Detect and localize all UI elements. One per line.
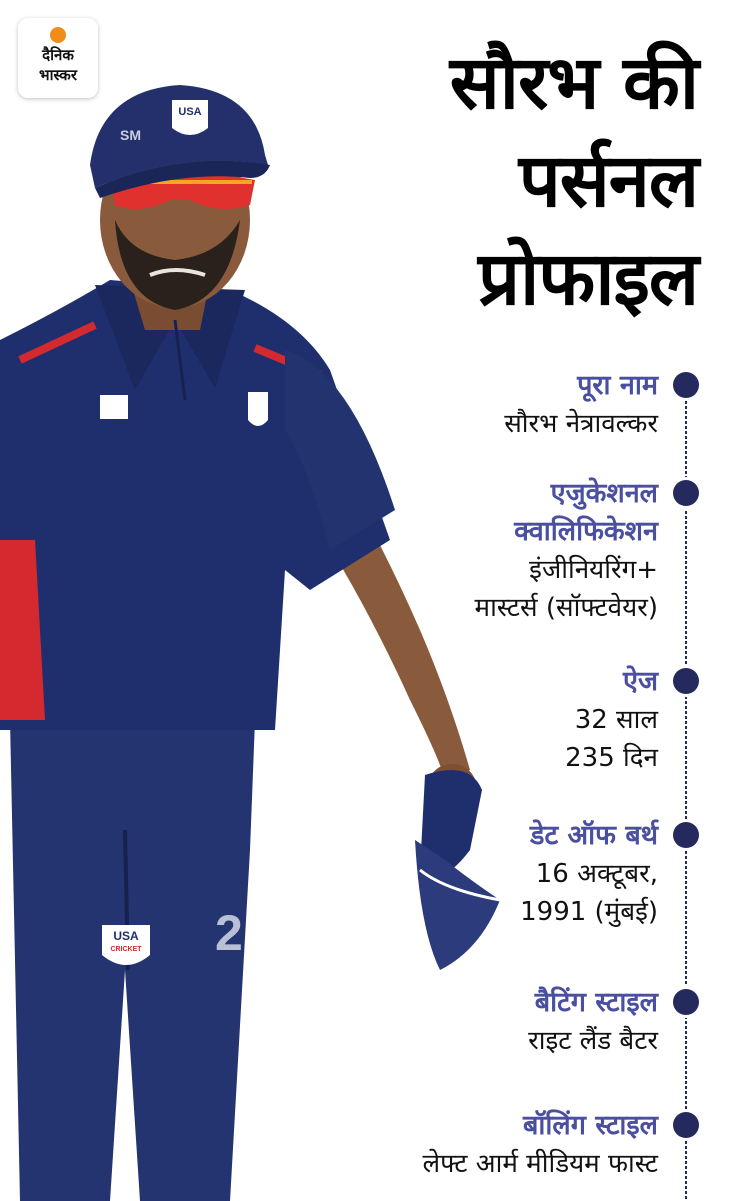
title-line: पर्सनल bbox=[518, 138, 698, 224]
entry-value: 16 अक्टूबर, bbox=[535, 859, 658, 889]
entry-label: बैटिंग स्टाइल bbox=[534, 987, 658, 1018]
profile-entry-date-of-birth bbox=[218, 817, 658, 931]
timeline-dot bbox=[673, 822, 699, 848]
entry-value: मास्टर्स (सॉफ्टवेयर) bbox=[474, 593, 658, 623]
profile-entry-batting-style bbox=[218, 984, 658, 1060]
title-line: सौरभ की bbox=[449, 40, 698, 126]
page-title bbox=[318, 34, 698, 328]
sun-icon bbox=[50, 27, 66, 43]
entry-label: एजुकेशनल bbox=[550, 478, 658, 509]
entry-value: राइट लैंड बैटर bbox=[528, 1026, 658, 1056]
entry-value: इंजीनियरिंग+ bbox=[529, 555, 658, 585]
timeline-dot bbox=[673, 480, 699, 506]
entry-label: ऐज bbox=[623, 666, 658, 697]
entry-label: बॉलिंग स्टाइल bbox=[523, 1110, 658, 1141]
cap-badge-text: USA bbox=[178, 106, 202, 118]
entry-value: सौरभ नेत्रावल्कर bbox=[504, 409, 658, 439]
entry-value: 1991 (मुंबई) bbox=[520, 897, 658, 927]
trouser-number: 2 bbox=[215, 905, 243, 961]
timeline-dot bbox=[673, 372, 699, 398]
profile-entry-age bbox=[218, 663, 658, 777]
logo-text-line2: भास्कर bbox=[39, 66, 77, 84]
timeline-dot bbox=[673, 989, 699, 1015]
usa-cricket-badge bbox=[102, 925, 150, 965]
entry-label: क्वालिफिकेशन bbox=[514, 516, 658, 547]
timeline-dot bbox=[673, 1112, 699, 1138]
profile-entry-education bbox=[218, 475, 658, 627]
entry-value: लेफ्ट आर्म मीडियम फास्ट bbox=[422, 1149, 658, 1179]
cap-initials: SM bbox=[120, 127, 141, 143]
title-line: प्रोफाइल bbox=[478, 236, 698, 322]
admiral-logo bbox=[100, 395, 128, 419]
timeline-line bbox=[685, 386, 687, 1201]
entry-value: 235 दिन bbox=[565, 743, 658, 773]
entry-value: 32 साल bbox=[574, 705, 658, 735]
profile-entry-full-name bbox=[218, 367, 658, 443]
entry-label: पूरा नाम bbox=[577, 370, 658, 401]
entry-label: डेट ऑफ बर्थ bbox=[530, 820, 658, 851]
timeline-dot bbox=[673, 668, 699, 694]
svg-text:CRICKET: CRICKET bbox=[110, 946, 142, 953]
profile-entry-bowling-style bbox=[218, 1107, 658, 1183]
svg-text:USA: USA bbox=[113, 929, 139, 943]
logo-text-line1: दैनिक bbox=[42, 46, 74, 64]
